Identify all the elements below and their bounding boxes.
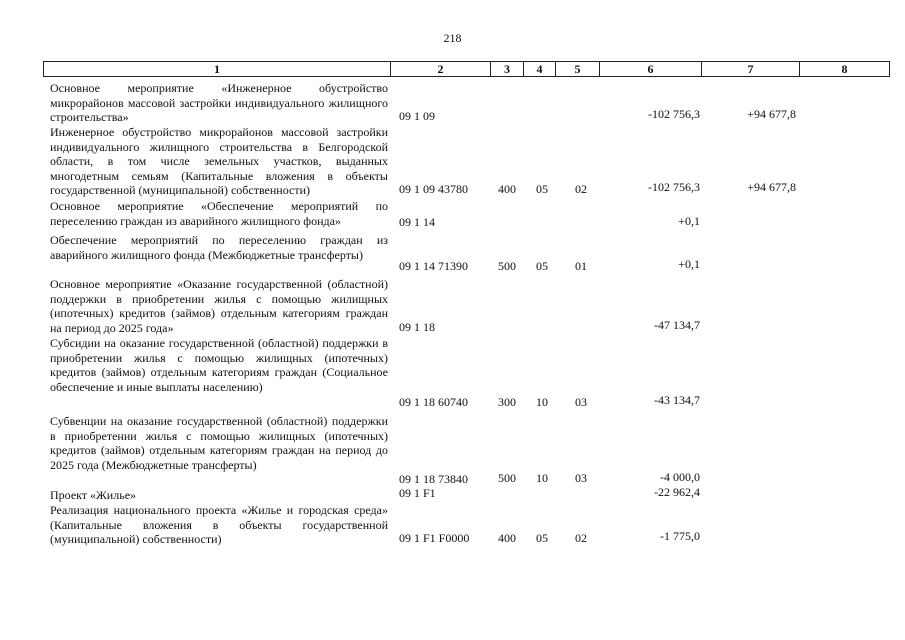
row-col6-value: -43 134,7	[654, 393, 700, 407]
row-col3-value: 300	[498, 395, 516, 409]
row-code: 09 1 F1	[399, 486, 436, 500]
row-description: Основное мероприятие «Обеспечение мероприятий по переселению граждан из аварийного жилищного фонда»	[50, 199, 388, 228]
row-description: Проект «Жилье»	[50, 488, 137, 502]
page-number: 218	[443, 31, 462, 45]
row-code: 09 1 14	[399, 215, 435, 229]
row-description: Основное мероприятие «Оказание государственной (областной) поддержки в приобретении жилья с помощью жилищных (ипотечных) кредитов (займов) отдельным категориям граждан на период до 2025 года»	[50, 277, 388, 335]
header-col-3: 3	[491, 61, 524, 77]
row-col6-value: -22 962,4	[654, 485, 700, 499]
row-col3-value: 400	[498, 182, 516, 196]
row-code: 09 1 F1 F0000	[399, 531, 470, 545]
row-col6-value: -47 134,7	[654, 318, 700, 332]
row-col5-value: 03	[575, 471, 587, 485]
header-col-5: 5	[556, 61, 600, 77]
row-col4-value: 10	[536, 471, 548, 485]
row-col4-value: 05	[536, 531, 548, 545]
row-code: 09 1 09 43780	[399, 182, 468, 196]
row-col4-value: 10	[536, 395, 548, 409]
row-code: 09 1 18 73840	[399, 472, 468, 486]
row-col3-value: 500	[498, 259, 516, 273]
row-code: 09 1 18 60740	[399, 395, 468, 409]
row-col4-value: 05	[536, 259, 548, 273]
row-code: 09 1 18	[399, 320, 435, 334]
row-description: Субвенции на оказание государственной (областной) поддержки в приобретении жилья с помощью жилищных (ипотечных) кредитов (займов) отдельным категориям граждан на период до 2025 года (Межбюджетные трансферты)	[50, 414, 388, 472]
row-code: 09 1 09	[399, 109, 435, 123]
row-col6-value: -1 775,0	[660, 529, 700, 543]
header-col-2: 2	[391, 61, 491, 77]
row-code: 09 1 14 71390	[399, 259, 468, 273]
header-col-7: 7	[702, 61, 800, 77]
row-description: Обеспечение мероприятий по переселению граждан из аварийного жилищного фонда (Межбюджетные трансферты)	[50, 233, 388, 262]
header-col-8: 8	[800, 61, 890, 77]
row-col3-value: 500	[498, 471, 516, 485]
header-col-4: 4	[524, 61, 556, 77]
row-col5-value: 03	[575, 395, 587, 409]
row-col5-value: 02	[575, 531, 587, 545]
row-col6-value: -102 756,3	[648, 180, 700, 194]
row-description: Основное мероприятие «Инженерное обустройство микрорайонов массовой застройки индивидуального жилищного строительства»	[50, 81, 388, 125]
row-col5-value: 01	[575, 259, 587, 273]
row-description: Инженерное обустройство микрорайонов массовой застройки индивидуального жилищного строительства в Белгородской области, в том числе земельных участков, выданных многодетным семьям (Капитальные вложения в объекты государственной (муниципальной) собственности)	[50, 125, 388, 198]
row-col7-value: +94 677,8	[747, 107, 796, 121]
row-col7-value: +94 677,8	[747, 180, 796, 194]
row-col6-value: +0,1	[678, 214, 700, 228]
header-col-1: 1	[43, 61, 391, 77]
row-description: Реализация национального проекта «Жилье и городская среда» (Капитальные вложения в объекты государственной (муниципальной) собственности)	[50, 503, 388, 547]
row-col3-value: 400	[498, 531, 516, 545]
row-description: Субсидии на оказание государственной (областной) поддержки в приобретении жилья с помощью жилищных (ипотечных) кредитов (займов) отдельным категориям граждан (Социальное обеспечение и иные выплаты населению)	[50, 336, 388, 394]
row-col5-value: 02	[575, 182, 587, 196]
row-col4-value: 05	[536, 182, 548, 196]
row-col6-value: -4 000,0	[660, 470, 700, 484]
row-col6-value: +0,1	[678, 257, 700, 271]
header-col-6: 6	[600, 61, 702, 77]
row-col6-value: -102 756,3	[648, 107, 700, 121]
